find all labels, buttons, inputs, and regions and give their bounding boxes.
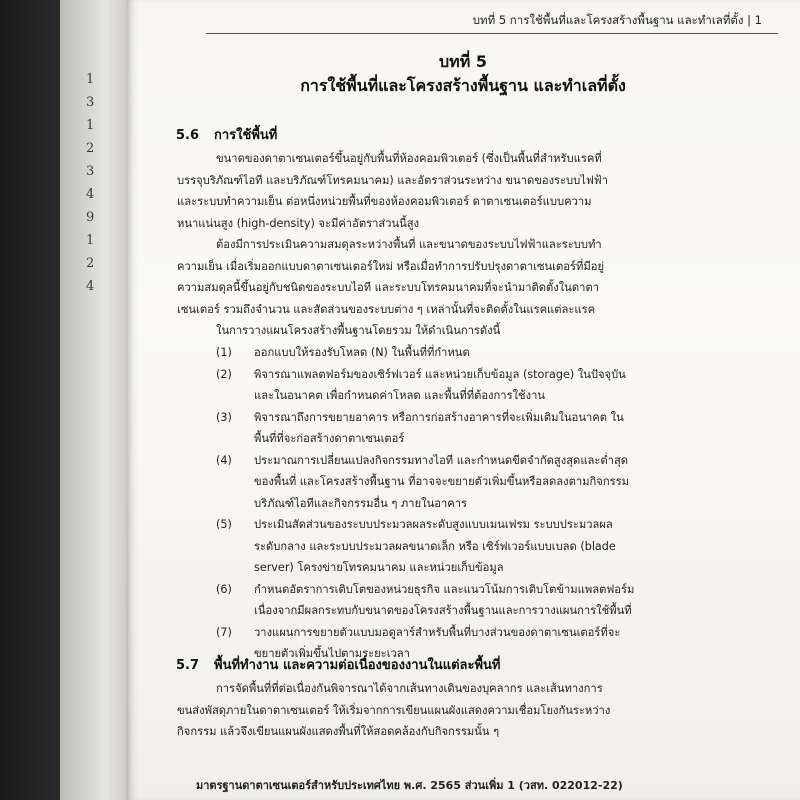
paragraph-line: ความเย็น เมื่อเริ่มออกแบบดาตาเซนเตอร์ใหม่ หรือเมื่อทำการปรับปรุงดาตาเซนเตอร์ที่มีอยู่ <box>177 259 605 273</box>
chapter-number: บทที่ 5 <box>439 52 487 71</box>
prev-page-fragment: 3 <box>86 95 95 110</box>
list-item-line: วางแผนการขยายตัวแบบมอดูลาร์สำหรับพื้นที่บางส่วนของดาตาเซนเตอร์ที่จะ <box>254 625 621 639</box>
section-number: 5.7 <box>176 658 200 673</box>
paragraph-line: หนาแน่นสูง (high-density) จะมีค่าอัตราส่วนนี้สูง <box>177 216 420 230</box>
paragraph-line: ขนาดของดาตาเซนเตอร์ขึ้นอยู่กับพื้นที่ห้องคอมพิวเตอร์ (ซึ่งเป็นพื้นที่สำหรับแรคที่ <box>216 152 602 165</box>
list-marker: (1) <box>216 346 232 359</box>
header-rule <box>206 33 778 34</box>
prev-page-fragment: 1 <box>86 233 95 248</box>
list-item-line: พื้นที่ที่จะก่อสร้างดาตาเซนเตอร์ <box>254 432 405 445</box>
paragraph-line: กิจกรรม แล้วจึงเขียนแผนผังแสดงพื้นที่ให้สอดคล้องกับกิจกรรมนั้น ๆ <box>177 725 500 738</box>
paragraph-line: และระบบทำความเย็น ต่อหนึ่งหน่วยพื้นที่ของห้องคอมพิวเตอร์ ดาตาเซนเตอร์แบบความ <box>177 195 592 208</box>
running-head: บทที่ 5 การใช้พื้นที่และโครงสร้างพื้นฐาน และทำเลที่ตั้ง | 1 <box>472 13 762 27</box>
prev-page-fragment: 2 <box>86 141 95 156</box>
prev-page-fragment: 4 <box>86 187 95 202</box>
list-item-line: ระดับกลาง และระบบประมวลผลขนาดเล็ก หรือ เซิร์ฟเวอร์แบบเบลด (blade <box>254 539 616 553</box>
prev-page-fragment: 1 <box>86 72 95 87</box>
list-item-line: เนื่องจากมีผลกระทบกับขนาดของโครงสร้างพื้นฐานและการวางแผนการใช้พื้นที่ <box>254 604 632 617</box>
section-heading-5-7 <box>176 654 501 675</box>
prev-page-fragment: 4 <box>86 279 95 294</box>
list-item-line: และในอนาคต เพื่อกำหนดค่าโหลด และพื้นที่ที่ต้องการใช้งาน <box>254 389 546 402</box>
list-item-line: ของพื้นที่ และโครงสร้างพื้นฐาน ที่อาจจะขยายตัวเพิ่มขึ้นหรือลดลงตามกิจกรรม <box>254 475 629 488</box>
paragraph-line: ขนส่งพัสดุภายในดาตาเซนเตอร์ ให้เริ่มจากการเขียนแผนผังแสดงความเชื่อมโยงกันระหว่าง <box>177 703 611 717</box>
prev-page-fragment: 9 <box>86 210 95 225</box>
list-item-line: บริภัณฑ์ไอทีและกิจกรรมอื่น ๆ ภายในอาคาร <box>254 496 468 510</box>
list-item-line: ประเมินสัดส่วนของระบบประมวลผลระดับสูงแบบเมนเฟรม ระบบประมวลผล <box>254 518 613 531</box>
list-item <box>216 514 778 579</box>
list-item-line: กำหนดอัตราการเติบโตของหน่วยธุรกิจ และแนวโน้มการเติบโตข้ามแพลตฟอร์ม <box>254 582 635 596</box>
book-page <box>126 0 800 800</box>
list-item <box>216 407 778 450</box>
list-marker: (5) <box>216 518 232 531</box>
section-5-6-body <box>177 148 778 342</box>
prev-page-fragment: 2 <box>86 256 95 271</box>
numbered-list <box>216 342 778 665</box>
list-item-line: server) โครงข่ายโทรคมนาคม และหน่วยเก็บข้อมูล <box>254 561 504 574</box>
paragraph-line: บรรจุบริภัณฑ์ไอที และบริภัณฑ์โทรคมนาคม) และอัตราส่วนระหว่าง ขนาดของระบบไฟฟ้า <box>177 173 609 187</box>
section-number: 5.6 <box>176 128 200 143</box>
list-item <box>216 364 778 407</box>
list-marker: (6) <box>216 582 232 596</box>
list-marker: (3) <box>216 410 232 424</box>
list-item-line: พิจารณาแพลตฟอร์มของเซิร์ฟเวอร์ และหน่วยเก็บข้อมูล (storage) ในปัจจุบัน <box>254 367 626 381</box>
paragraph-line: ในการวางแผนโครงสร้างพื้นฐานโดยรวม ให้ดำเนินการดังนี้ <box>216 324 501 337</box>
section-5-7-body <box>177 678 778 743</box>
list-item-line: พิจารณาถึงการขยายอาคาร หรือการก่อสร้างอาคารที่จะเพิ่มเติมในอนาคต ใน <box>254 410 624 424</box>
list-marker: (4) <box>216 453 232 467</box>
page-footer: มาตรฐานดาตาเซนเตอร์สำหรับประเทศไทย พ.ศ. 2565 ส่วนเพิ่ม 1 (วสท. 022012-22) <box>196 779 623 792</box>
section-heading-5-6 <box>176 124 277 145</box>
list-item <box>216 450 778 515</box>
list-item-line: ออกแบบให้รองรับโหลด (N) ในพื้นที่ที่กำหนด <box>254 346 470 359</box>
prev-page-fragment: 1 <box>86 118 95 133</box>
paragraph-line: เซนเตอร์ รวมถึงจำนวน และสัดส่วนของระบบต่าง ๆ เหล่านั้นที่จะติดตั้งในแรคแต่ละแรค <box>177 302 596 316</box>
paragraph-line: ความสมดุลนี้ขึ้นอยู่กับชนิดของระบบไอที และระบบโทรคมนาคมที่จะนำมาติดตั้งในดาตา <box>177 281 599 294</box>
section-title: พื้นที่ทำงาน และความต่อเนื่องของงานในแต่ละพื้นที่ <box>214 658 501 673</box>
list-item-line: ขยายตัวเพิ่มขึ้นไปตามระยะเวลา <box>254 647 410 660</box>
previous-page-edge <box>60 0 126 800</box>
chapter-title: การใช้พื้นที่และโครงสร้างพื้นฐาน และทำเลที่ตั้ง <box>300 76 626 95</box>
prev-page-fragment: 3 <box>86 164 95 179</box>
section-title: การใช้พื้นที่ <box>214 128 278 143</box>
list-marker: (2) <box>216 367 232 381</box>
paragraph-line: ต้องมีการประเมินความสมดุลระหว่างพื้นที่ และขนาดของระบบไฟฟ้าและระบบทำ <box>216 238 602 251</box>
paragraph-line: การจัดพื้นที่ที่ต่อเนื่องกันพิจารณาได้จากเส้นทางเดินของบุคลากร และเส้นทางการ <box>216 682 603 695</box>
list-item <box>216 342 778 364</box>
list-item-line: ประมาณการเปลี่ยนแปลงกิจกรรมทางไอที และกำหนดขีดจำกัดสูงสุดและต่ำสุด <box>254 453 629 467</box>
list-item <box>216 579 778 622</box>
list-marker: (7) <box>216 625 232 639</box>
